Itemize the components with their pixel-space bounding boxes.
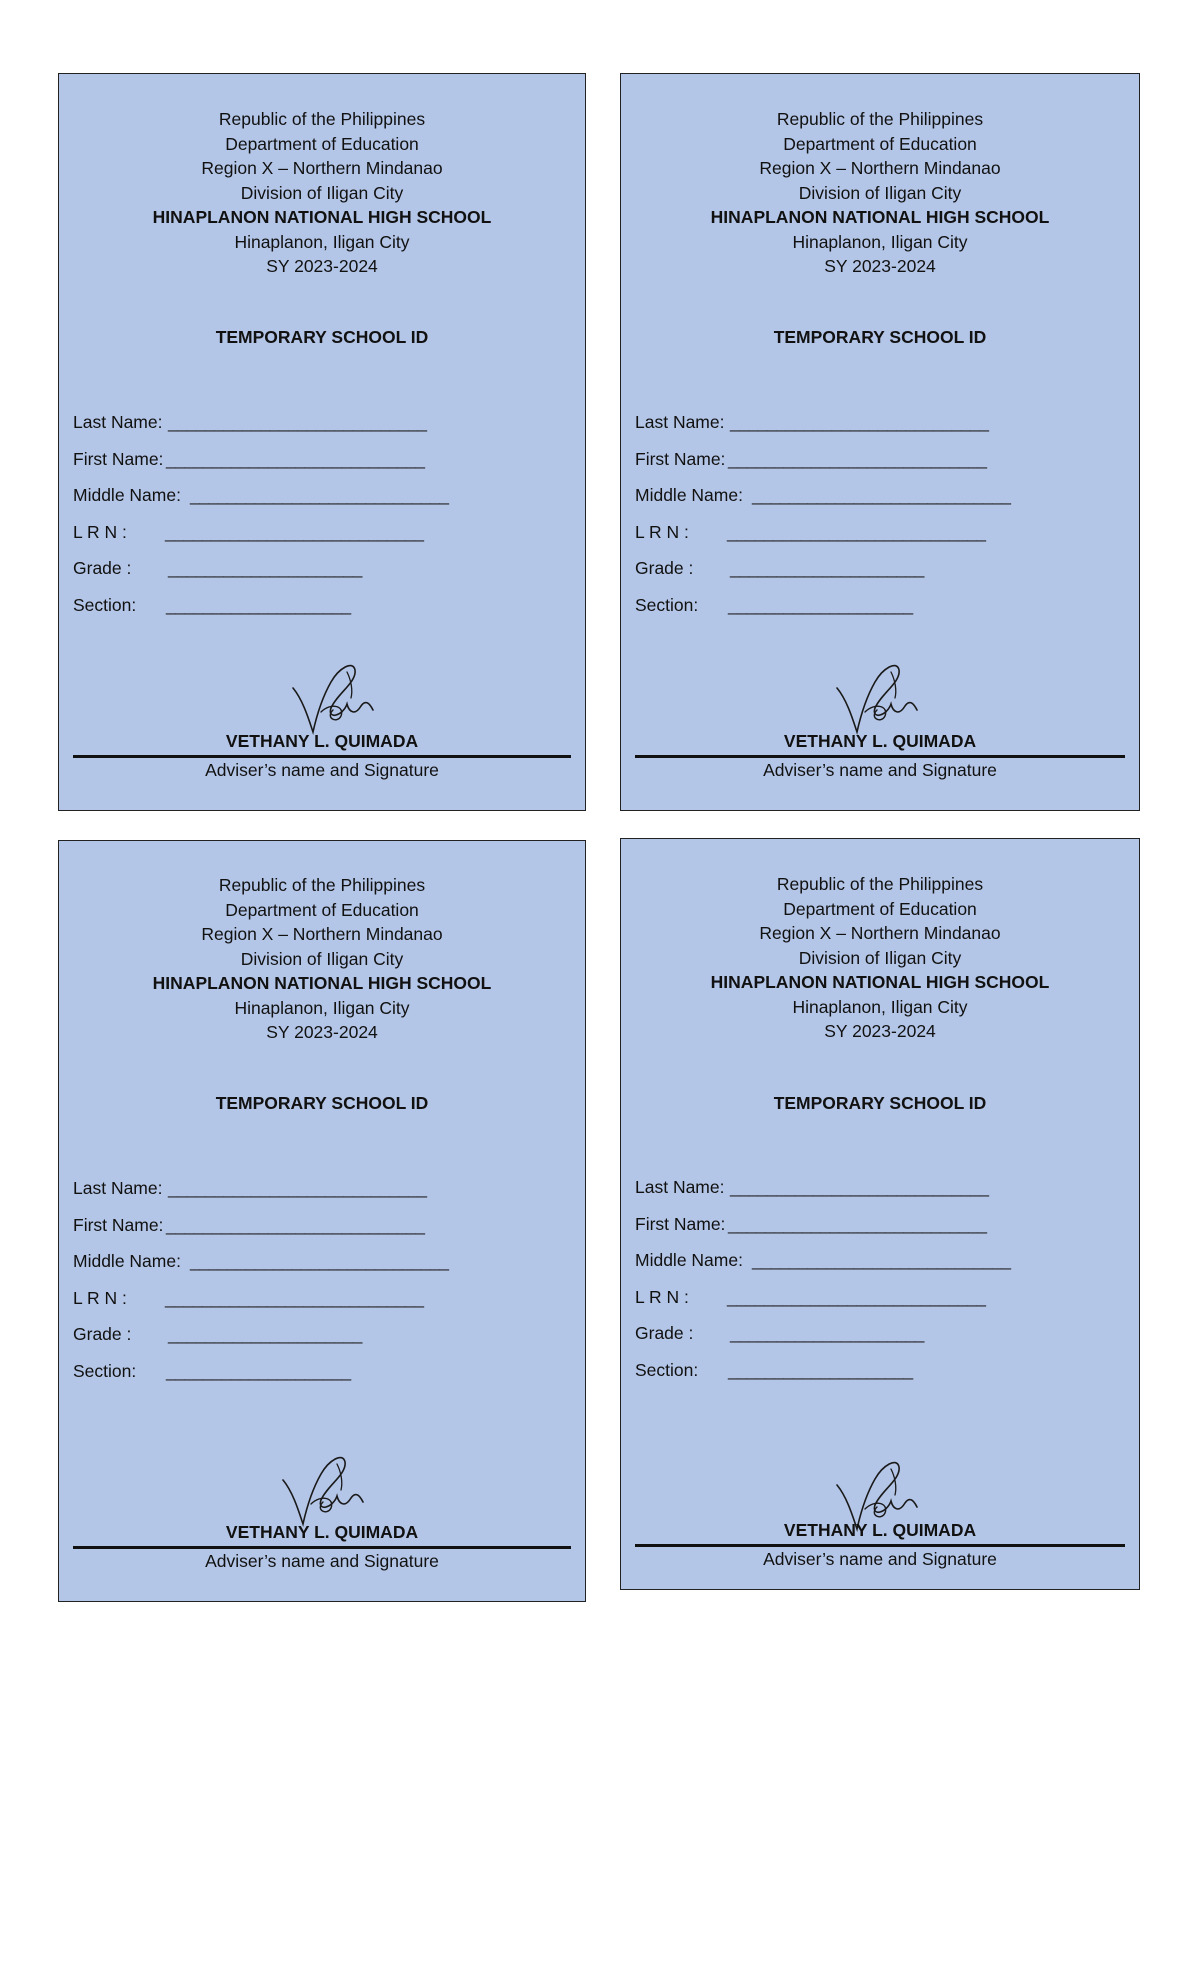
field-first-name: [73, 449, 553, 486]
field-lrn: [73, 1288, 553, 1325]
field-list: [73, 1178, 553, 1398]
card-header: [621, 107, 1139, 279]
adviser-caption: Adviser’s name and Signature: [763, 760, 997, 780]
field-grade: [73, 558, 553, 595]
field-blank-line: ____________________: [166, 594, 351, 615]
id-card-3: [58, 840, 586, 1602]
header-school-year: SY 2023-2024: [824, 256, 936, 276]
signature-line: [73, 1546, 571, 1549]
adviser-name: VETHANY L. QUIMADA: [225, 1522, 419, 1542]
field-list: [635, 1177, 1115, 1397]
field-label: First Name:: [73, 1214, 164, 1235]
field-blank-line: ____________________________: [166, 1214, 425, 1235]
field-blank-line: ____________________________: [727, 521, 986, 542]
adviser-signature-icon: [277, 1446, 367, 1530]
signature-line: [635, 1544, 1125, 1547]
adviser-caption: Adviser’s name and Signature: [205, 760, 439, 780]
card-title: TEMPORARY SCHOOL ID: [773, 1093, 987, 1113]
field-middle-name: [635, 1250, 1115, 1287]
field-last-name: [635, 412, 1115, 449]
adviser-caption: Adviser’s name and Signature: [763, 1549, 997, 1569]
field-label: L R N :: [635, 1286, 689, 1307]
header-department: Department of Education: [225, 133, 419, 154]
field-blank-line: ____________________________: [190, 1251, 449, 1272]
field-first-name: [73, 1215, 553, 1252]
field-lrn: [73, 522, 553, 559]
adviser-caption: Adviser’s name and Signature: [205, 1551, 439, 1571]
field-last-name: [73, 1178, 553, 1215]
card-header: [59, 107, 585, 279]
field-label: Grade :: [635, 558, 694, 579]
card-title: TEMPORARY SCHOOL ID: [215, 327, 429, 347]
header-department: Department of Education: [783, 898, 977, 919]
header-department: Department of Education: [783, 133, 977, 154]
field-blank-line: ____________________________: [165, 1287, 424, 1308]
header-division: Division of Iligan City: [798, 182, 962, 203]
field-label: Middle Name:: [635, 1250, 743, 1271]
adviser-name: VETHANY L. QUIMADA: [783, 731, 977, 751]
header-division: Division of Iligan City: [240, 182, 404, 203]
adviser-signature-icon: [287, 654, 377, 738]
header-school-name: HINAPLANON NATIONAL HIGH SCHOOL: [710, 207, 1050, 227]
field-label: Grade :: [73, 558, 132, 579]
field-first-name: [635, 449, 1115, 486]
field-blank-line: ____________________________: [168, 1178, 427, 1198]
header-school-name: HINAPLANON NATIONAL HIGH SCHOOL: [152, 973, 492, 993]
field-blank-line: ____________________________: [727, 1286, 986, 1307]
field-label: First Name:: [73, 448, 164, 469]
field-label: Middle Name:: [635, 485, 743, 506]
field-grade: [635, 1323, 1115, 1360]
header-republic: Republic of the Philippines: [218, 875, 426, 895]
field-section: [635, 595, 1115, 632]
field-lrn: [635, 522, 1115, 559]
field-blank-line: ____________________________: [730, 412, 989, 432]
field-blank-line: ____________________: [728, 1359, 913, 1380]
field-blank-line: ____________________________: [190, 485, 449, 506]
field-blank-line: ____________________________: [166, 448, 425, 469]
field-label: L R N :: [635, 521, 689, 542]
header-region: Region X – Northern Mindanao: [759, 158, 1001, 178]
header-address: Hinaplanon, Iligan City: [792, 996, 968, 1017]
field-label: First Name:: [635, 448, 726, 469]
field-blank-line: ____________________________: [752, 485, 1011, 506]
adviser-name: VETHANY L. QUIMADA: [783, 1520, 977, 1540]
field-label: Middle Name:: [73, 1251, 181, 1272]
field-blank-line: ____________________________: [165, 521, 424, 542]
id-card-4: [620, 838, 1140, 1590]
field-section: [73, 595, 553, 632]
field-middle-name: [635, 485, 1115, 522]
signature-line: [73, 755, 571, 758]
header-address: Hinaplanon, Iligan City: [234, 997, 410, 1018]
header-school-name: HINAPLANON NATIONAL HIGH SCHOOL: [710, 972, 1050, 992]
field-label: Last Name:: [73, 412, 163, 432]
field-label: Last Name:: [635, 1177, 725, 1197]
signature-line: [635, 755, 1125, 758]
adviser-name: VETHANY L. QUIMADA: [225, 731, 419, 751]
header-address: Hinaplanon, Iligan City: [792, 231, 968, 252]
field-blank-line: _____________________: [730, 558, 924, 579]
field-last-name: [635, 1177, 1115, 1214]
header-school-name: HINAPLANON NATIONAL HIGH SCHOOL: [152, 207, 492, 227]
field-blank-line: _____________________: [168, 558, 362, 579]
field-blank-line: ____________________: [728, 594, 913, 615]
field-grade: [635, 558, 1115, 595]
header-republic: Republic of the Philippines: [776, 109, 984, 129]
header-department: Department of Education: [225, 899, 419, 920]
header-division: Division of Iligan City: [798, 947, 962, 968]
card-title: TEMPORARY SCHOOL ID: [773, 327, 987, 347]
header-school-year: SY 2023-2024: [266, 1022, 378, 1042]
id-card-1: [58, 73, 586, 811]
header-address: Hinaplanon, Iligan City: [234, 231, 410, 252]
field-middle-name: [73, 1251, 553, 1288]
header-region: Region X – Northern Mindanao: [201, 158, 443, 178]
field-last-name: [73, 412, 553, 449]
card-header: [59, 873, 585, 1045]
field-blank-line: _____________________: [168, 1324, 362, 1345]
field-blank-line: ____________________________: [730, 1177, 989, 1197]
field-middle-name: [73, 485, 553, 522]
field-label: Section:: [73, 594, 137, 615]
header-school-year: SY 2023-2024: [824, 1021, 936, 1041]
field-label: Section:: [73, 1360, 137, 1381]
field-blank-line: ____________________: [166, 1360, 351, 1381]
field-grade: [73, 1324, 553, 1361]
card-header: [621, 872, 1139, 1044]
field-lrn: [635, 1287, 1115, 1324]
header-school-year: SY 2023-2024: [266, 256, 378, 276]
field-label: Middle Name:: [73, 485, 181, 506]
field-blank-line: ____________________________: [168, 412, 427, 432]
header-division: Division of Iligan City: [240, 948, 404, 969]
header-region: Region X – Northern Mindanao: [201, 924, 443, 944]
field-blank-line: ____________________________: [728, 448, 987, 469]
field-list: [635, 412, 1115, 632]
field-label: Last Name:: [73, 1178, 163, 1198]
field-label: Grade :: [73, 1324, 132, 1345]
field-section: [635, 1360, 1115, 1397]
field-label: First Name:: [635, 1213, 726, 1234]
field-label: L R N :: [73, 521, 127, 542]
field-blank-line: _____________________: [730, 1323, 924, 1344]
header-region: Region X – Northern Mindanao: [759, 923, 1001, 943]
adviser-signature-icon: [831, 654, 921, 738]
field-label: Section:: [635, 594, 699, 615]
field-first-name: [635, 1214, 1115, 1251]
header-republic: Republic of the Philippines: [776, 874, 984, 894]
field-section: [73, 1361, 553, 1398]
field-blank-line: ____________________________: [752, 1250, 1011, 1271]
id-card-2: [620, 73, 1140, 811]
field-blank-line: ____________________________: [728, 1213, 987, 1234]
card-title: TEMPORARY SCHOOL ID: [215, 1093, 429, 1113]
field-label: Section:: [635, 1359, 699, 1380]
field-label: Grade :: [635, 1323, 694, 1344]
header-republic: Republic of the Philippines: [218, 109, 426, 129]
field-label: Last Name:: [635, 412, 725, 432]
field-label: L R N :: [73, 1287, 127, 1308]
field-list: [73, 412, 553, 632]
